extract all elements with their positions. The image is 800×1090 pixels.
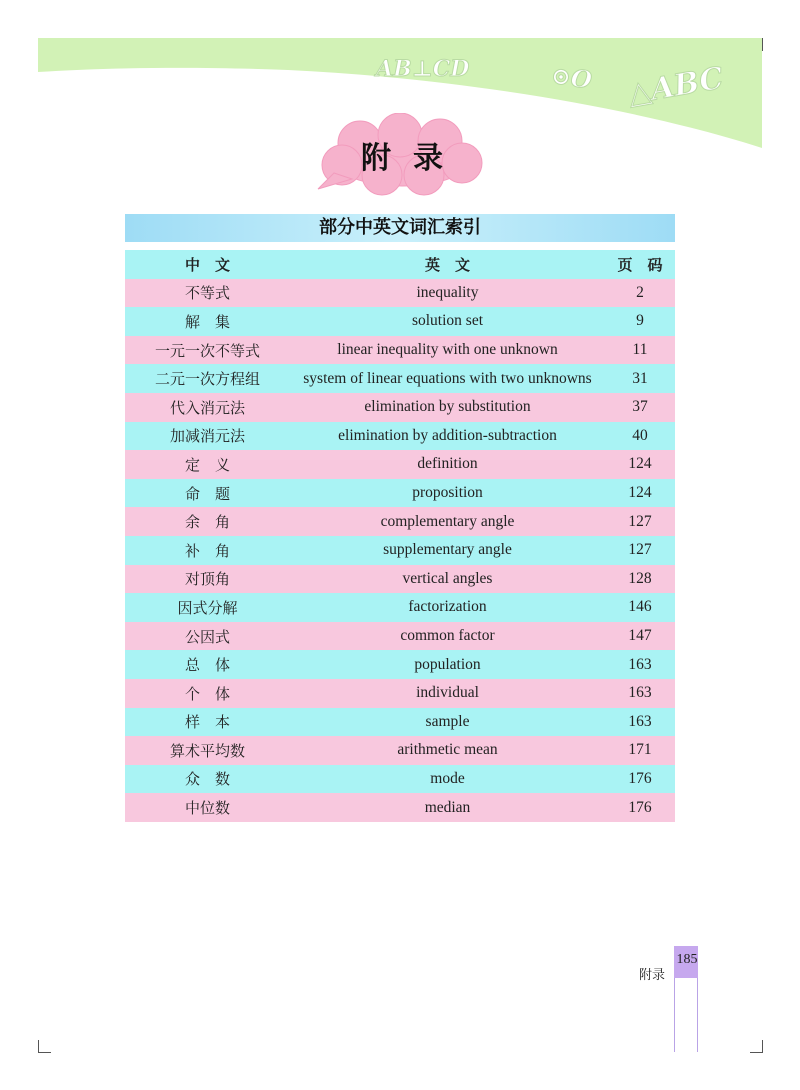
term-english: median [424, 798, 471, 816]
term-page: 163 [628, 684, 652, 702]
header-english: 英 文 [424, 255, 470, 274]
term-english: individual [416, 684, 479, 702]
term-chinese: 总 体 [184, 656, 230, 675]
header-decor-circle: ⊙O [549, 60, 594, 95]
term-page: 176 [628, 798, 652, 816]
term-english: solution set [411, 312, 484, 330]
term-chinese: 公因式 [184, 627, 230, 646]
term-english: inequality [416, 283, 479, 301]
page-tab-line-right [697, 978, 698, 1052]
term-english: elimination by substitution [364, 398, 531, 416]
header-decor-perpendicular: AB⊥CD [376, 56, 470, 82]
term-english: population [414, 655, 481, 673]
term-english: definition [417, 455, 478, 473]
term-chinese: 个 体 [184, 684, 230, 703]
header-page: 页 码 [617, 255, 663, 274]
term-page: 124 [628, 484, 652, 502]
vocabulary-table [125, 250, 675, 822]
term-chinese: 解 集 [184, 312, 230, 331]
term-chinese: 因式分解 [177, 598, 238, 617]
term-page: 163 [628, 655, 652, 673]
term-chinese: 定 义 [184, 455, 230, 474]
term-english: arithmetic mean [397, 741, 498, 759]
term-page: 124 [628, 455, 652, 473]
term-english: proposition [412, 484, 483, 502]
page-tab-line-left [674, 978, 675, 1052]
term-page: 163 [628, 712, 652, 730]
term-chinese: 余 角 [184, 513, 230, 532]
table-row [125, 736, 675, 765]
term-english: vertical angles [402, 569, 493, 587]
table-row [125, 422, 675, 451]
term-page: 2 [636, 283, 644, 301]
table-row [125, 593, 675, 622]
term-page: 146 [628, 598, 652, 616]
term-chinese: 命 题 [184, 484, 230, 503]
term-english: common factor [400, 627, 495, 645]
table-row [125, 536, 675, 565]
term-page: 31 [632, 369, 648, 387]
table-row [125, 765, 675, 794]
term-chinese: 众 数 [184, 770, 230, 789]
table-header-row [125, 250, 675, 279]
header-decor-triangle: △ABC [625, 60, 727, 112]
term-page: 40 [632, 426, 648, 444]
term-english: linear inequality with one unknown [337, 341, 558, 359]
table-row [125, 307, 675, 336]
table-row [125, 450, 675, 479]
table-row [125, 336, 675, 365]
term-english: supplementary angle [383, 541, 512, 559]
term-english: complementary angle [380, 512, 515, 530]
term-english: system of linear equations with two unknowns [303, 369, 592, 387]
term-chinese: 算术平均数 [169, 741, 245, 760]
term-page: 127 [628, 541, 652, 559]
term-chinese: 中位数 [184, 799, 230, 818]
term-page: 127 [628, 512, 652, 530]
table-row [125, 622, 675, 651]
header-chinese: 中 文 [184, 255, 230, 274]
term-chinese: 代入消元法 [169, 398, 245, 417]
footer-section-label: 附录 [639, 968, 666, 983]
table-row [125, 479, 675, 508]
term-chinese: 二元一次方程组 [154, 370, 260, 389]
crop-mark-bottom-right [750, 1040, 763, 1053]
term-chinese: 对顶角 [184, 570, 230, 589]
table-row [125, 393, 675, 422]
term-chinese: 样 本 [184, 713, 230, 732]
table-row [125, 793, 675, 822]
table-row [125, 364, 675, 393]
crop-mark-bottom-left [38, 1040, 51, 1053]
term-page: 171 [628, 741, 652, 759]
term-chinese: 一元一次不等式 [154, 341, 260, 360]
page-title: 附录 [361, 141, 465, 176]
term-page: 37 [632, 398, 648, 416]
term-english: sample [425, 712, 470, 730]
term-english: factorization [408, 598, 487, 616]
table-row [125, 708, 675, 737]
term-english: mode [430, 769, 465, 787]
table-row [125, 565, 675, 594]
page-number: 185 [676, 952, 698, 967]
term-english: elimination by addition-subtraction [338, 426, 557, 444]
table-title: 部分中英文词汇索引 [125, 214, 675, 242]
term-page: 147 [628, 627, 652, 645]
term-chinese: 加减消元法 [169, 427, 245, 446]
term-chinese: 补 角 [184, 541, 230, 560]
table-row [125, 679, 675, 708]
table-row [125, 279, 675, 308]
table-row [125, 507, 675, 536]
term-page: 176 [628, 769, 652, 787]
term-chinese: 不等式 [184, 284, 230, 303]
term-page: 11 [632, 341, 648, 359]
table-row [125, 650, 675, 679]
term-page: 128 [628, 569, 652, 587]
term-page: 9 [636, 312, 644, 330]
